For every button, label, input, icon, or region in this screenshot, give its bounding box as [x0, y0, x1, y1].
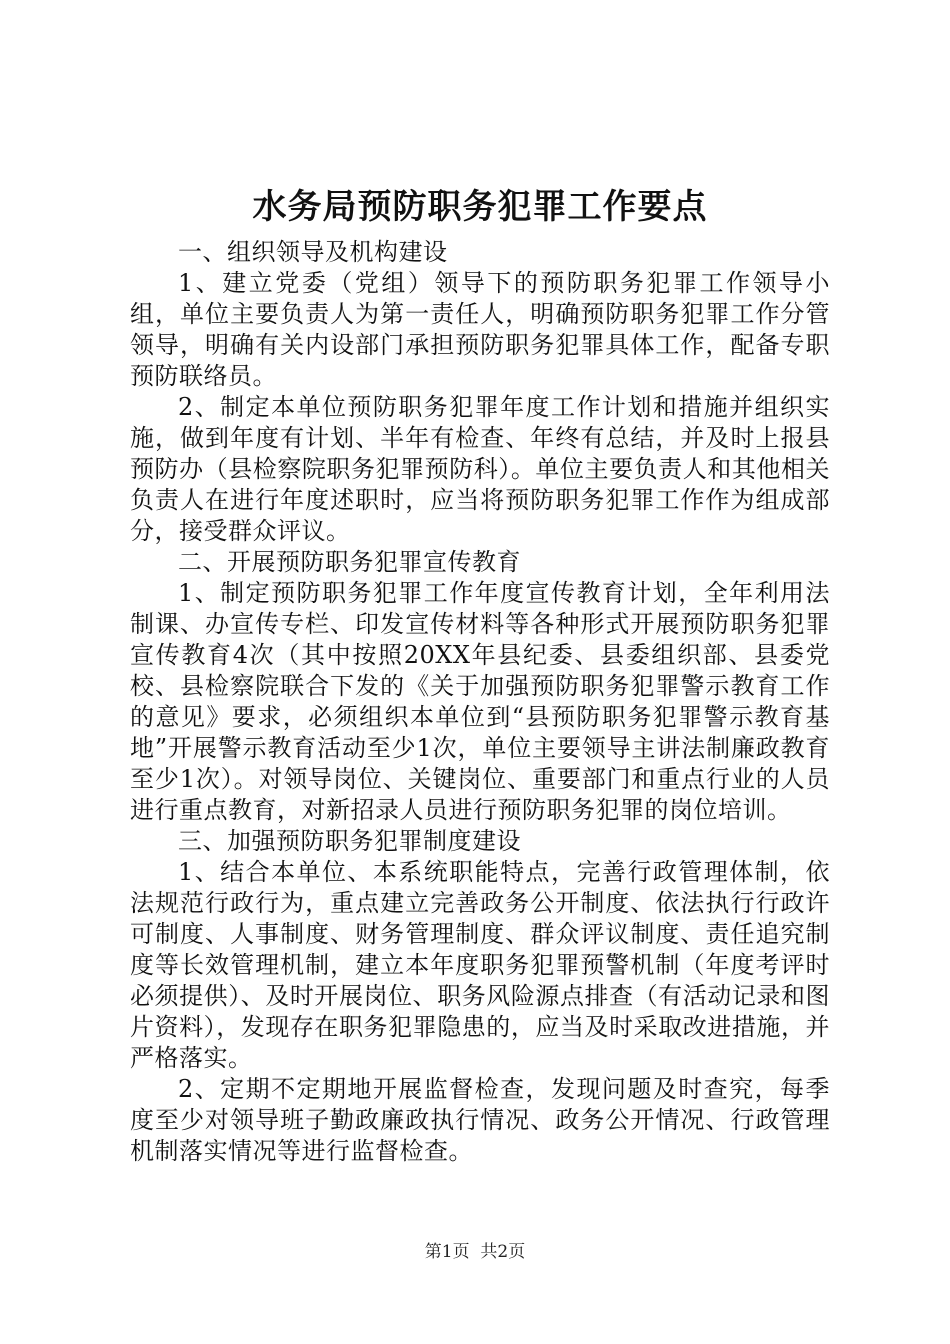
document-title: 水务局预防职务犯罪工作要点 — [252, 187, 708, 227]
section-heading-2: 二、开展预防职务犯罪宣传教育 — [178, 548, 521, 576]
section-heading-1: 一、组织领导及机构建设 — [178, 238, 448, 266]
section-heading-3: 三、加强预防职务犯罪制度建设 — [178, 827, 521, 855]
document-page — [130, 0, 830, 1344]
paragraph-2-1: 1、制定预防职务犯罪工作年度宣传教育计划，全年利用法制课、办宣传专栏、印发宣传材料等各种形式开展预防职务犯罪宣传教育4次（其中按照20XX年县纪委、县委组织部、县委党校、县检察院联合下发的《关于加强预防职务犯罪警示教育工作的意见》要求，必须组织本单位到“县预防职务犯罪警示教育基地”开展警示教育活动至少1次，单位主要领导主讲法制廉政教育至少1次）。对领导岗位、关键岗位、重要部门和重点行业的人员进行重点教育，对新招录人员进行预防职务犯罪的岗位培训。 — [130, 579, 830, 824]
page-indicator: 第1页 共2页 — [424, 1242, 526, 1262]
document-body — [130, 237, 830, 1167]
paragraph-1-1: 1、建立党委（党组）领导下的预防职务犯罪工作领导小组，单位主要负责人为第一责任人，明确预防职务犯罪工作分管领导，明确有关内设部门承担预防职务犯罪具体工作，配备专职预防联络员。 — [130, 269, 830, 390]
paragraph-3-1: 1、结合本单位、本系统职能特点，完善行政管理体制，依法规范行政行为，重点建立完善政务公开制度、依法执行行政许可制度、人事制度、财务管理制度、群众评议制度、责任追究制度等长效管理机制，建立本年度职务犯罪预警机制（年度考评时必须提供）、及时开展岗位、职务风险源点排查（有活动记录和图片资料），发现存在职务犯罪隐患的，应当及时采取改进措施，并严格落实。 — [130, 858, 830, 1072]
page-footer — [0, 1240, 950, 1264]
paragraph-3-2: 2、定期不定期地开展监督检查，发现问题及时查究，每季度至少对领导班子勤政廉政执行情况、政务公开情况、行政管理机制落实情况等进行监督检查。 — [130, 1075, 830, 1165]
paragraph-1-2: 2、制定本单位预防职务犯罪年度工作计划和措施并组织实施，做到年度有计划、半年有检查、年终有总结，并及时上报县预防办（县检察院职务犯罪预防科）。单位主要负责人和其他相关负责人在进行年度述职时，应当将预防职务犯罪工作作为组成部分，接受群众评议。 — [130, 393, 830, 545]
